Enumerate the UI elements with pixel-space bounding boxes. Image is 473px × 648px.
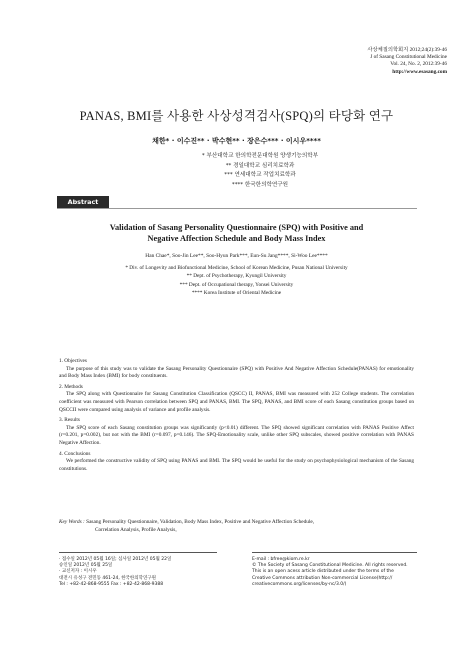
footnote-line: © The Society of Sasang Constitutional Medicine. All rights reserved.: [252, 563, 408, 569]
affiliation-ko-2: ** 경일대학교 심리치료학과: [225, 162, 295, 169]
section-title: 2. Methods: [59, 383, 83, 390]
abstract-header-bar: [57, 196, 417, 209]
footnote-line: Tel : +82-42-868-9555 Fax : +82-42-868-9388: [59, 581, 164, 587]
footnote-line: 대전시 유성구 전민동 461-24, 한국한의학연구원: [59, 575, 156, 581]
keywords-label: Key Words :: [59, 519, 85, 525]
section-conclusions: [59, 451, 414, 474]
section-text: The SPQ score of each Sasang constitution groups was significantly (p<0.01) different. The SPQ showed significant correlation with PANAS Positive Affect (r=0.201, p=0.002), but not with the BMI (r=0.097, p=0.146). The SPQ-Emotionality scale, unlike other SPQ subscales, showed positive correlation with PANAS Negative Affection.: [59, 424, 414, 446]
footnote-line: 승인일 2012년 05월 25일: [59, 563, 113, 569]
section-methods: [59, 384, 414, 414]
affiliation-en-2: ** Dept. of Psychotherapy, Kyungil University: [186, 273, 287, 280]
keywords: [59, 519, 414, 534]
affiliation-ko-4: **** 한국한의학연구원: [231, 181, 289, 188]
section-text: The purpose of this study was to validate the Sasang Personality Questionnaire (SPQ) with Positive And Negative Affection Schedule(PANAS) for emotionality and Body Mass Index (BMI) for body constituents.: [59, 365, 414, 380]
footnote-email[interactable]: E-mail : bfree@kiom.re.kr: [252, 557, 310, 562]
footnote-submission-info: [59, 552, 217, 588]
journal-name: J of Sasang Constitutional Medicine: [370, 54, 447, 61]
affiliation-ko-1: * 부산대학교 한의학전문대학원 양생기능의학부: [201, 153, 319, 159]
affiliation-ko-3: *** 연세대학교 작업치료학과: [224, 172, 296, 179]
footnote-line: · 교신저자 : 이시우: [59, 569, 97, 575]
section-text: We performed the constructive validity of SPQ using PANAS and BMI. The SPQ would be useful for the study on psychophysiological mechanism of the Sasang constitutions.: [59, 458, 414, 472]
keywords-line-1: [59, 519, 414, 527]
journal-citation-korean: 사상체질의학회지 2012;24(2):39-46: [367, 47, 447, 53]
footnote-license-info: [252, 552, 417, 588]
footnote-line: creativecommons.org/licenses/by-nc/3.0/): [252, 581, 347, 587]
section-title: 1. Objectives: [59, 358, 87, 364]
footnote-line: Creative Commons attribution Non-commercial License(http://: [252, 575, 393, 581]
english-title-line-1: Validation of Sasang Personality Questionnaire (SPQ) with Positive and: [109, 223, 364, 232]
korean-title: PANAS, BMI를 사용한 사상성격검사(SPQ)의 타당화 연구: [79, 109, 394, 123]
affiliation-en-4: **** Korea Institute of Oriental Medicine: [191, 289, 282, 296]
abstract-body: [59, 358, 414, 476]
footnote-line: · 접수일 2012년 05월 16일; 심사일 2012년 05월 22일: [59, 557, 172, 562]
journal-volume: Vol. 24, No. 2, 2012:39-46: [390, 61, 447, 68]
affiliation-en-1: * Div. of Longevity and Biofunctional Medicine, School of Korean Medicine, Pusan National University: [125, 265, 348, 271]
english-title: [60, 222, 413, 244]
footnote-line: This is an open acess article distributed under the terms of the: [252, 569, 394, 575]
keywords-text: Sasang Personality Questionnaire, Validation, Body Mass Index, Positive and Negative Affection Schedule,: [86, 519, 315, 525]
abstract-label: Abstract: [57, 196, 109, 208]
journal-website[interactable]: http://www.esasang.com: [392, 68, 447, 75]
affiliation-en-3: *** Dept. of Occupational therapy, Yonsei University: [179, 281, 294, 288]
authors-english: Han Chae*, Soo-Jin Lee**, Soo-Hyun Park***, Eun-Su Jang****, Si-Woo Lee****: [145, 253, 328, 259]
section-text: The SPQ along with Questionnaire for Sasang Constitution Classification (QSCC) II, PANAS, BMI was measured with 252 College students. The correlation coefficient was measured with Pearson correlation between SPQ and PANAS, BMI. The SPQ, PANAS, and BMI score of each Sasang constitution groups based on QSCCII were compared using analysis of variance and profile analysis.: [59, 391, 414, 413]
section-title: 4. Conclusions: [59, 450, 91, 457]
journal-info: [247, 47, 447, 76]
section-results: [59, 417, 414, 447]
section-objectives: [59, 358, 414, 381]
keywords-line-2: Correlation Analysis, Profile Analysis,: [95, 526, 177, 533]
affiliations-english: [70, 264, 403, 297]
authors-korean: 채한* · 이수진** · 박수현** · 장은수*** · 이시우****: [152, 137, 321, 145]
affiliations-korean: [150, 152, 370, 190]
english-title-line-2: Negative Affection Schedule and Body Mass Index: [147, 234, 326, 243]
section-title: 3. Results: [59, 417, 80, 424]
